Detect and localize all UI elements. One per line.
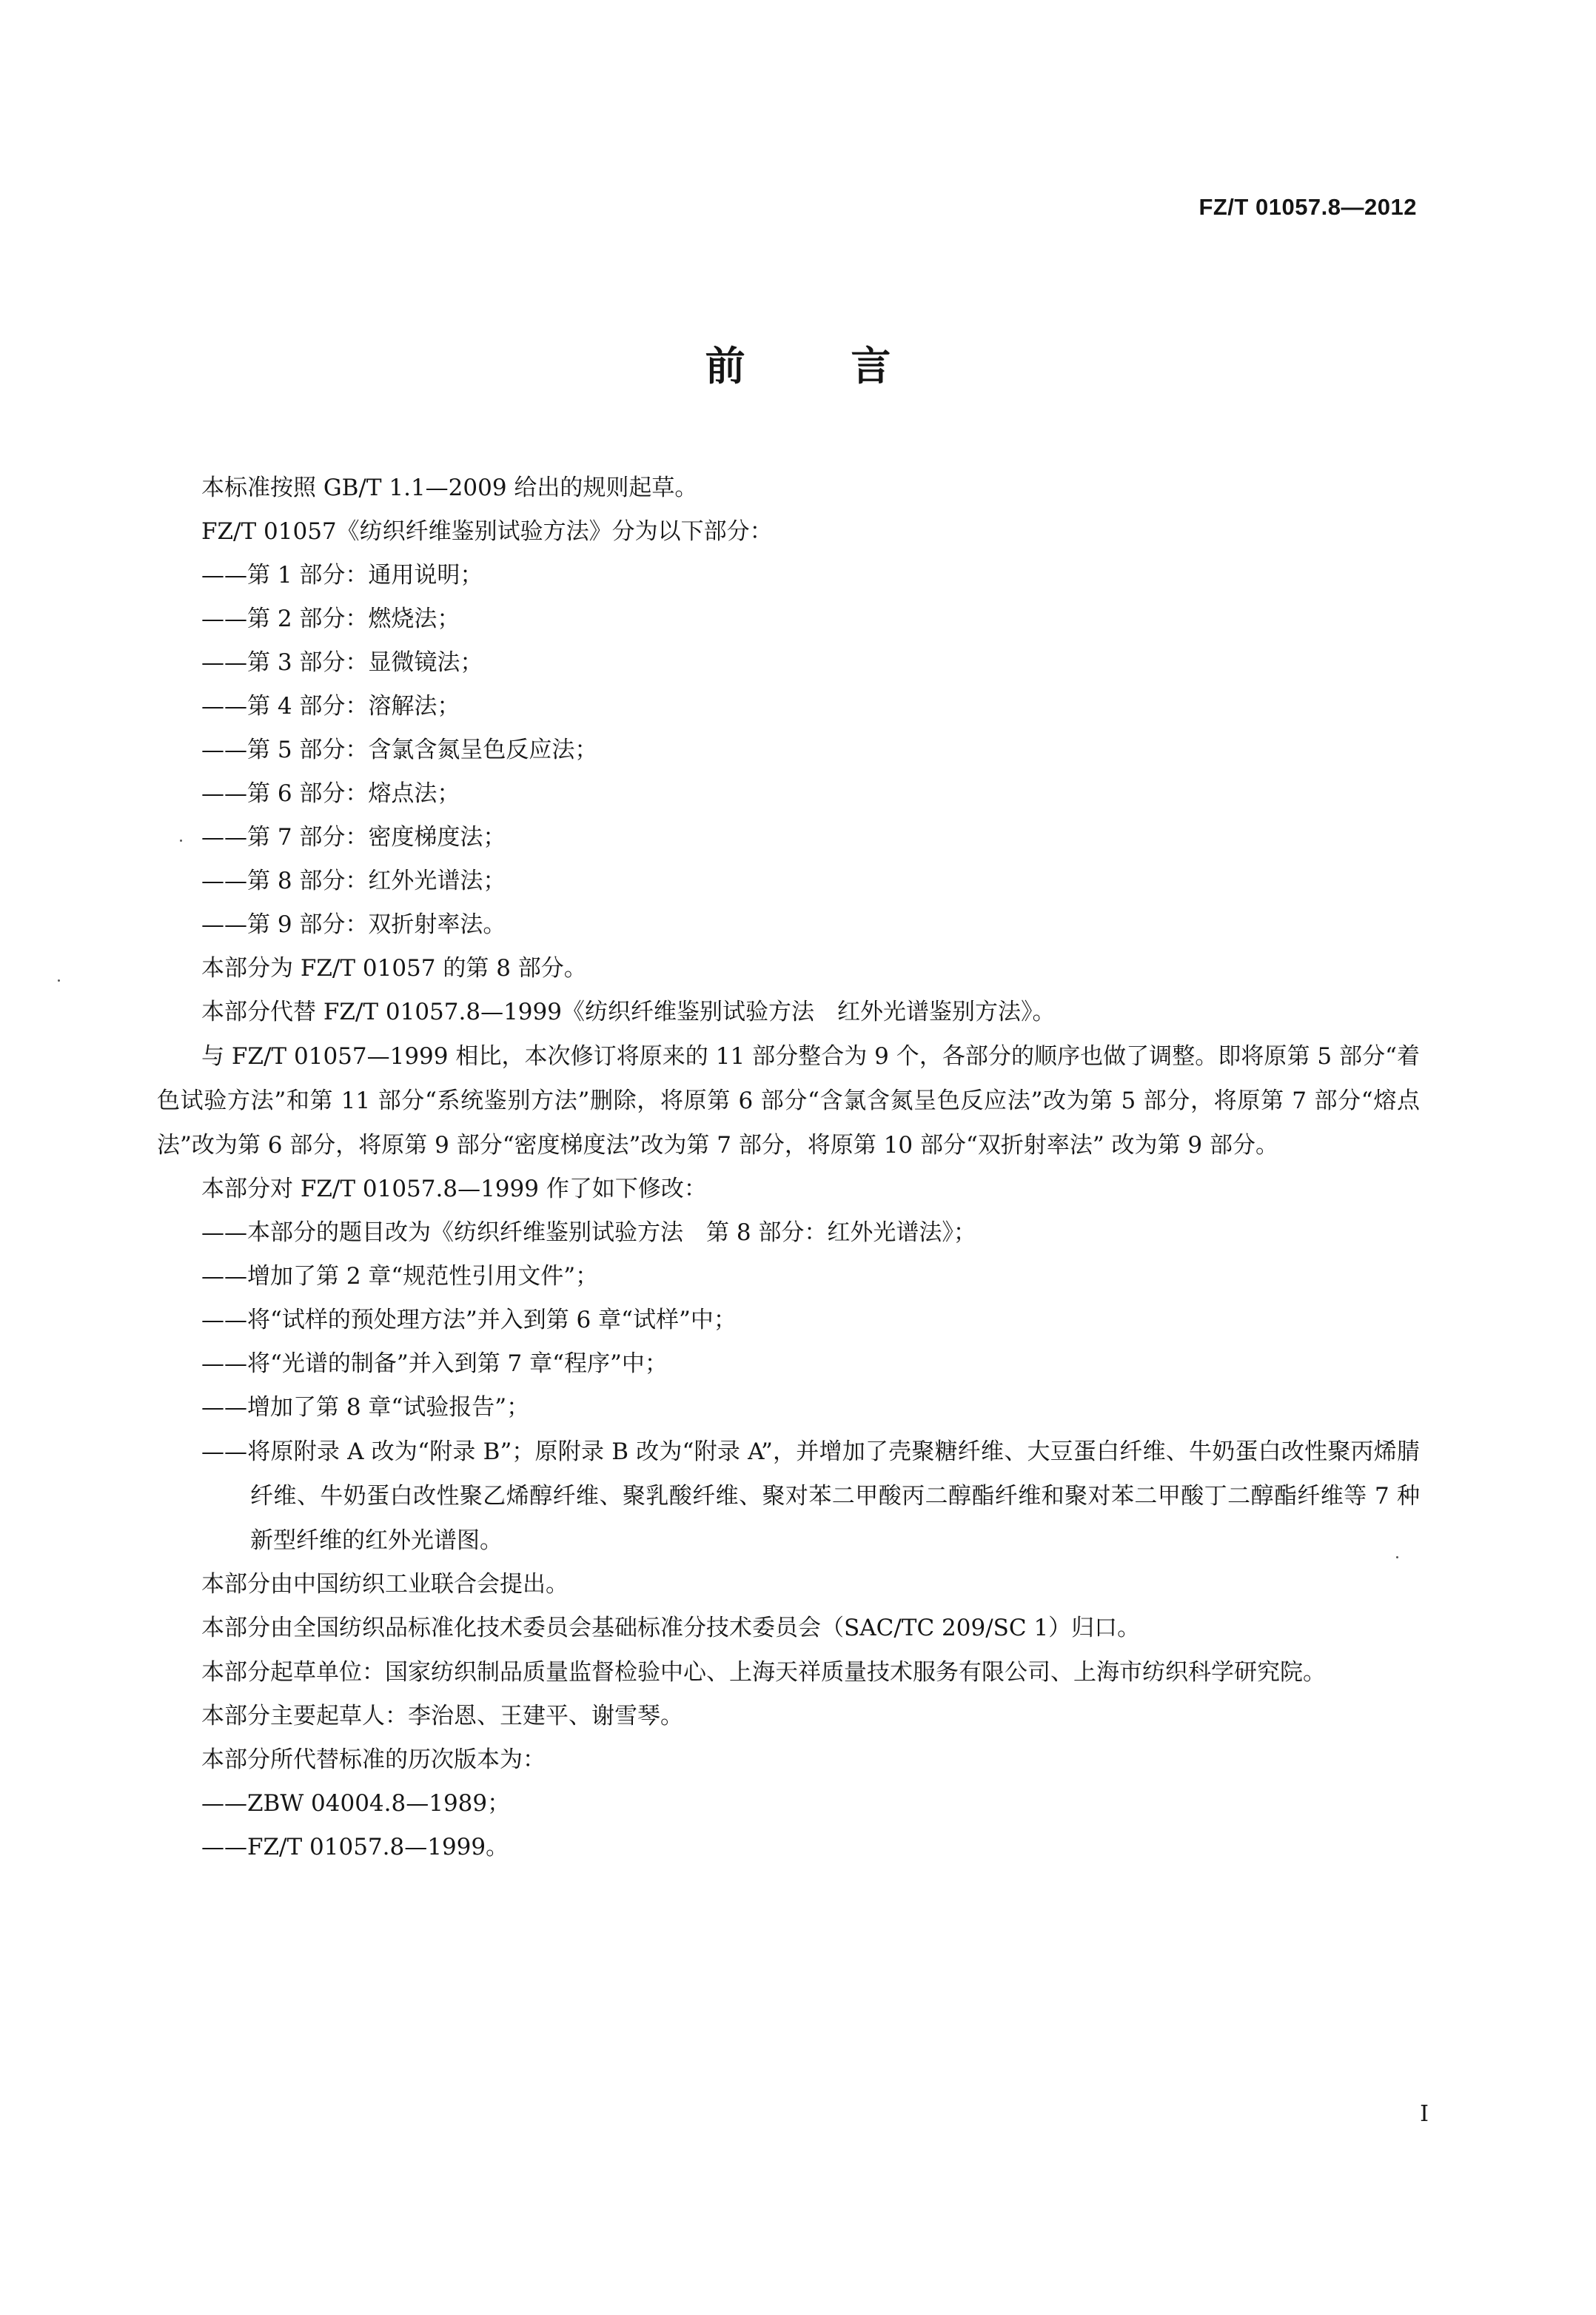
list-item-change-chapter-7: ——将“光谱的制备”并入到第 7 章“程序”中； [201,1350,668,1377]
page-title: 前 言 [705,343,937,389]
scan-speck [58,979,60,982]
list-item-change-title: ——本部分的题目改为《纺织纤维鉴别试验方法 第 8 部分：红外光谱法》； [201,1219,976,1246]
paragraph-previous-editions: 本部分所代替标准的历次版本为： [201,1746,546,1773]
list-item-change-chapter-2: ——增加了第 2 章“规范性引用文件”； [201,1263,599,1290]
paragraph-responsible-committee: 本部分由全国纺织品标准化技术委员会基础标准分技术委员会（SAC/TC 209/SC 1）归口。 [201,1615,1141,1641]
list-item-part-3: ——第 3 部分：显微镜法； [201,649,483,676]
list-item-part-5: ——第 5 部分：含氯含氮呈色反应法； [201,737,598,763]
list-item-change-chapter-6: ——将“试样的预处理方法”并入到第 6 章“试样”中； [201,1307,737,1333]
paragraph-drafters: 本部分主要起草人：李治恩、王建平、谢雪琴。 [201,1703,683,1729]
scan-speck [180,840,182,842]
paragraph-drafting-rule: 本标准按照 GB/T 1.1—2009 给出的规则起草。 [201,475,698,501]
list-item-edition-1999: ——FZ/T 01057.8—1999。 [201,1834,509,1860]
list-item-edition-1989: ——ZBW 04004.8—1989； [201,1790,511,1817]
list-item-change-annex: ——将原附录 A 改为“附录 B”；原附录 B 改为“附录 A”，并增加了壳聚糖纤维、大豆蛋白纤维、牛奶蛋白改性聚丙烯腈纤维、牛奶蛋白改性聚乙烯醇纤维、聚乳酸纤维、聚对苯二甲酸丙二醇酯纤维和聚对苯二甲酸丁二醇酯纤维等 7 种新型纤维的红外光谱图。 [201,1438,1420,1554]
paragraph-changes-intro: 本部分对 FZ/T 01057.8—1999 作了如下修改： [201,1176,707,1202]
paragraph-proposed-by: 本部分由中国纺织工业联合会提出。 [201,1571,569,1598]
list-item-part-8: ——第 8 部分：红外光谱法； [201,868,506,894]
page-number: I [1420,2101,1429,2127]
list-item-part-4: ——第 4 部分：溶解法； [201,693,460,720]
paragraph-revision-summary: 与 FZ/T 01057—1999 相比，本次修订将原来的 11 部分整合为 9 个，各部分的顺序也做了调整。即将原第 5 部分“着色试验方法”和第 11 部分“系统鉴别方法”删除，将原第 6 部分“含氯含氮呈色反应法”改为第 5 部分，将原第 7 部分“熔点法”改为第 6 部分，将原第 9 部分“密度梯度法”改为第 7 部分，将原第 10 部分“双折射率法” 改为第 9 部分。 [157,1043,1420,1159]
standard-code: FZ/T 01057.8—2012 [1198,194,1417,220]
foreword-body [157,466,1420,1869]
list-item-part-7: ——第 7 部分：密度梯度法； [201,824,506,851]
paragraph-drafting-units: 本部分起草单位：国家纺织制品质量监督检验中心、上海天祥质量技术服务有限公司、上海市纺织科学研究院。 [201,1659,1326,1686]
list-item-part-6: ——第 6 部分：熔点法； [201,780,460,807]
list-item-part-1: ——第 1 部分：通用说明； [201,562,483,589]
scan-speck [1396,1556,1398,1558]
list-item-change-chapter-8: ——增加了第 8 章“试验报告”； [201,1394,530,1421]
list-item-part-9: ——第 9 部分：双折射率法。 [201,911,506,938]
paragraph-parts-intro: FZ/T 01057《纺织纤维鉴别试验方法》分为以下部分： [201,518,773,545]
paragraph-part-number: 本部分为 FZ/T 01057 的第 8 部分。 [201,955,587,982]
paragraph-replaces: 本部分代替 FZ/T 01057.8—1999《纺织纤维鉴别试验方法 红外光谱鉴别方法》。 [201,999,1056,1025]
list-item-part-2: ——第 2 部分：燃烧法； [201,606,460,632]
